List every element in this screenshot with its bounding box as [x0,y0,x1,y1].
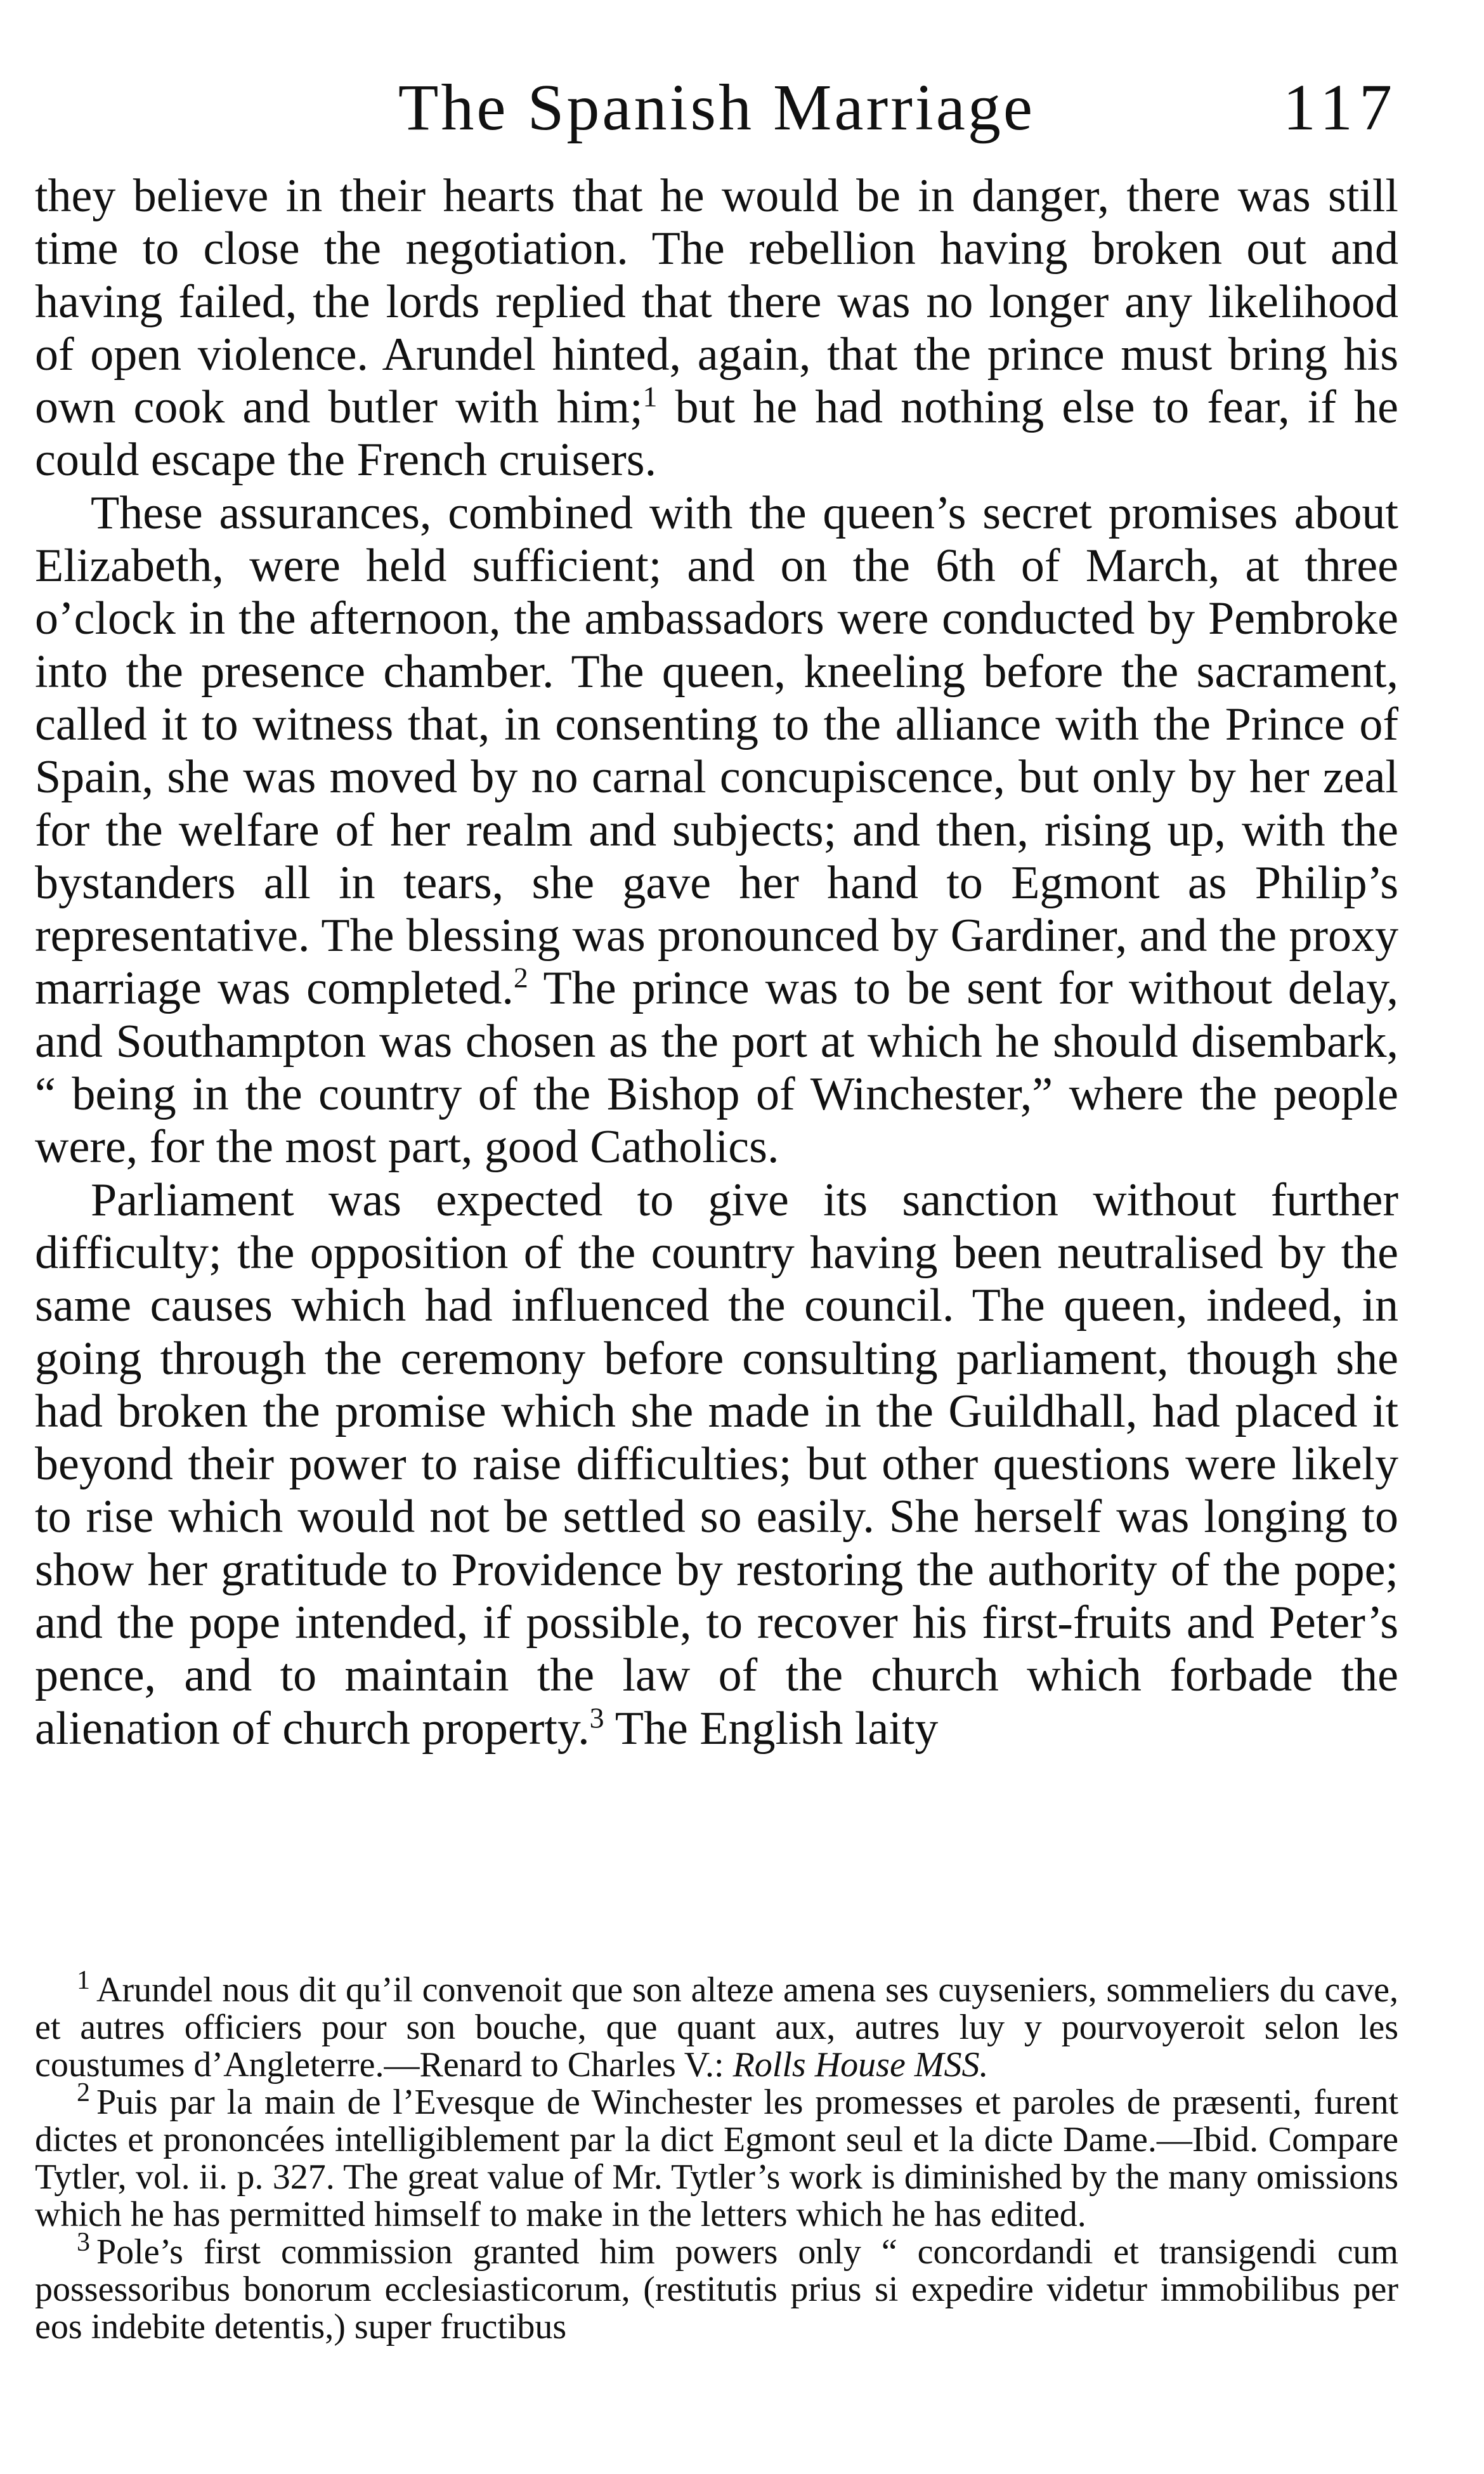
text-run: The prince was to be sent for without delay, and Southampton was chosen as the port at which he should disembark, “ being in the country of the Bishop of Winchester,” where the people were, for the most part, good Catholics. [35,962,1398,1174]
text-run: but he had nothing else to fear, if he could escape the French cruisers. [35,381,1398,487]
page-number: 117 [1282,71,1398,144]
footnote-number: 2 [77,2078,90,2108]
footnote [35,1966,1398,2085]
text-run: The English laity [604,1702,939,1755]
paragraph [35,170,1398,487]
text-run: Arundel nous dit qu’il convenoit que son alteze amena ses cuyseniers, sommeliers du cave, et autres officiers pour son bouche, que quant aux, autres luy y pourvoyeroit selon les coustumes d’Angleterre.—Renard to Charles V.: [35,1970,1398,2085]
page-header [35,60,1398,155]
footnote-reference: 3 [589,1701,604,1734]
footnote-number: 1 [77,1966,90,1996]
footnote-reference: 2 [513,961,528,994]
text-run: they believe in their hearts that he would be in danger, there was still time to close the negotiation. The rebellion having broken out and having failed, the lords replied that there was no longer any likelihood of open violence. Arundel hinted, again, that the prince must bring his own cook and butler with him; [35,170,1398,434]
text-run: Parliament was expected to give its sanction without further difficulty; the opposition of the country having been neutralised by the same causes which had influenced the council. The queen, indeed, in going through the ceremony before consulting parliament, though she had broken the promise which she made in the Guildhall, had placed it beyond their power to raise difficulties; but other questions were likely to rise which would not be settled so easily. She herself was longing to show her gratitude to Providence by restoring the authority of the pope; and the pope intended, if possible, to recover his first-fruits and Peter’s pence, and to maintain the law of the church which forbade the alienation of church property. [35,1174,1398,1755]
footnote-number: 3 [77,2228,90,2258]
paragraph [35,1174,1398,1755]
running-title: The Spanish Marriage [398,71,1036,144]
text-run: These assurances, combined with the queen’s secret promises about Elizabeth, were held sufficient; and on the 6th of March, at three o’clock in the afternoon, the ambassadors were conducted by Pembroke into the presence chamber. The queen, kneeling before the sacrament, called it to witness that, in consenting to the alliance with the Prince of Spain, she was moved by no carnal concupiscence, but only by her zeal for the welfare of her realm and subjects; and then, rising up, with the bystanders all in tears, she gave her hand to Egmont as Philip’s representative. The blessing was pronounced by Gardiner, and the proxy marriage was completed. [35,487,1398,1015]
paragraph [35,487,1398,1174]
italic-text: Rolls House MSS. [732,2045,989,2085]
text-run: Pole’s first commission granted him powers only “ concordandi et transigendi cum possessoribus bonorum ecclesiasticorum, (restitutis prius si expedire videtur immobilibus per eos indebite detentis,) super fructibus [35,2232,1398,2346]
footnote [35,2228,1398,2346]
body-text [35,170,1398,1755]
footnote [35,2078,1398,2234]
text-run: Puis par la main de l’Evesque de Winchester les promesses et paroles de præsenti, furent dictes et prononcées intelligiblement par la dict Egmont seul et la dicte Dame.—Ibid. Compare Tytler, vol. ii. p. 327. The great value of Mr. Tytler’s work is diminished by the many omissions which he has permitted himself to make in the letters which he has edited. [35,2083,1398,2234]
footnotes [35,1966,1398,2346]
footnote-reference: 1 [642,380,658,413]
